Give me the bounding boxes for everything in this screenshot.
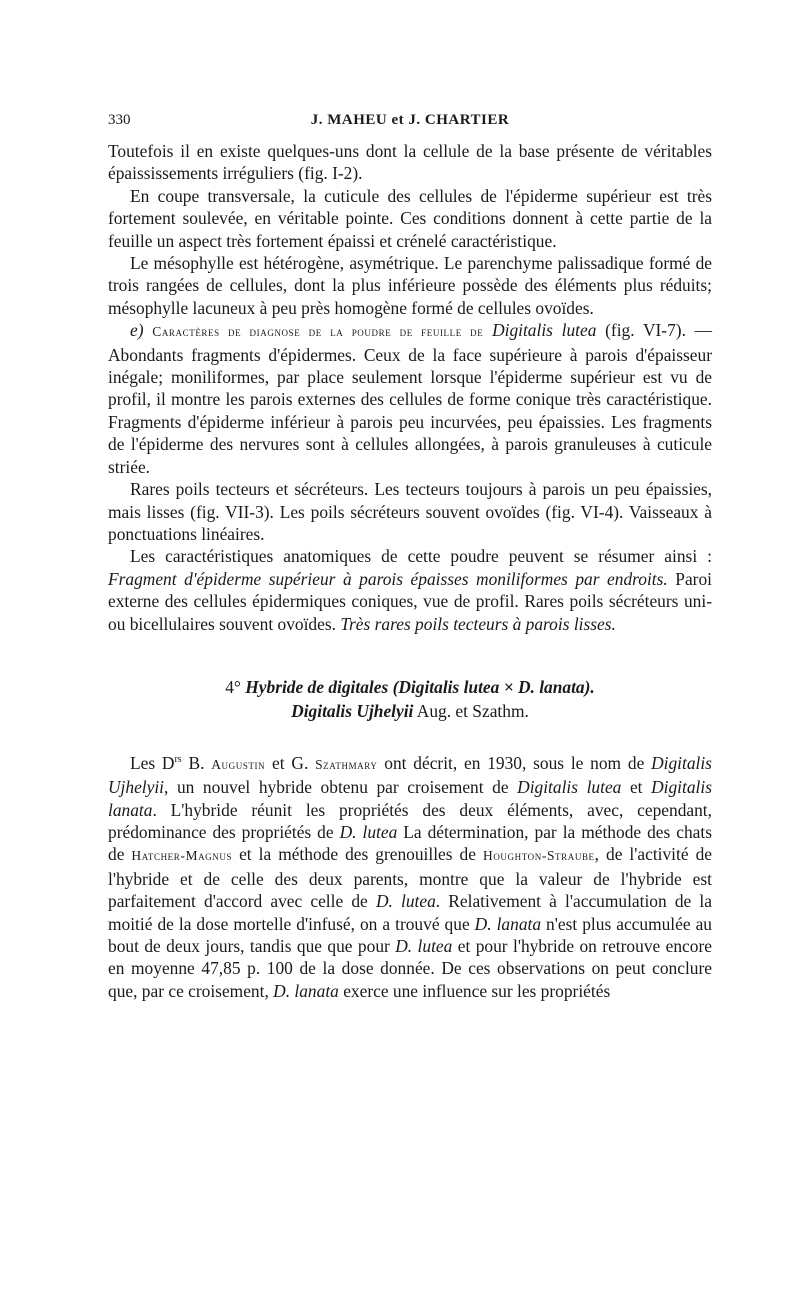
- text: et pour l'hybride on retrouve encore en moyenne 47,85 p. 100 de la dose donnée. De ces observations on peut conclure que, par ce croisement,: [108, 935, 712, 1001]
- running-title: J. MAHEU et J. CHARTIER: [310, 112, 510, 128]
- species-name: Digitalis lutea: [517, 777, 622, 798]
- author-name: Augustin: [211, 756, 266, 772]
- author-name: Hatcher-Magnus: [131, 848, 233, 864]
- author-name: Houghton-Straube: [482, 848, 595, 864]
- paragraph: Rares poils tecteurs et sécréteurs. Les tecteurs toujours à parois un peu épaissies, mais lisses (fig. VII-3). Les poils sécréteurs souvent ovoïdes (fig. VI-4). Vaisseaux à ponctuations linéaires.: [108, 479, 712, 544]
- section-title: Hybride de digitales: [245, 676, 389, 697]
- species-name: Digitalis Ujhelyii: [108, 752, 712, 798]
- text: , de l'activité de l'hybride et de celle des deux parents, montre que la valeur de l'hybride est parfaitement d'accord avec celle de: [108, 844, 712, 912]
- species-name: D. lanata: [474, 913, 542, 934]
- text: et la méthode des grenouilles de: [232, 844, 483, 865]
- subsection-label: e): [130, 320, 144, 341]
- text: . Relativement à l'accumulation de la moitié de la dose mortelle d'infusé, on a trouvé que: [108, 891, 712, 934]
- species-name: D. lutea: [375, 891, 436, 912]
- species-name: D. lutea: [395, 935, 453, 956]
- paragraph: Le mésophylle est hétérogène, asymétrique. Le parenchyme palissadique formé de trois rangées de cellules, dont la plus inférieure possède des éléments plus réduits; mésophylle lacuneux à peu près homogène formé de cellules ovoïdes.: [108, 253, 712, 318]
- summary-text: Paroi externe des cellules épidermiques coniques, vue de profil. Rares poils sécréteurs uni- ou bicellulaires souvent ovoïdes.: [108, 568, 712, 634]
- section-title-line-2: [108, 699, 712, 723]
- text: ont décrit, en 1930, sous le nom de: [377, 752, 652, 773]
- section-species: Digitalis Ujhelyii: [291, 700, 414, 721]
- species-name: Digitalis lanata: [108, 777, 712, 820]
- paragraph-summary: [108, 545, 712, 635]
- text: B.: [181, 752, 212, 773]
- summary-italic: Fragment d'épiderme supérieur à parois épaisses moniliformes par endroits.: [108, 568, 668, 589]
- text: La détermination, par la méthode des chats de: [108, 821, 712, 865]
- section-heading: [108, 675, 712, 723]
- text: , un nouvel hybride obtenu par croisement de: [164, 777, 518, 798]
- text: Les D: [130, 752, 175, 773]
- text: exerce une influence sur les propriétés: [338, 980, 611, 1001]
- subsection-heading: Caractères de diagnose de la poudre de feuille de: [152, 324, 484, 340]
- paragraph-text: (fig. VI-7). — Abondants fragments d'épidermes. Ceux de la face supérieure à parois d'épaisseur inégale; moniliformes, par place seulement lorsque l'épiderme supérieur est vu de profil, il montre les parois externes des cellules de forme conique très caractéristique. Fragments d'épiderme inférieur à parois peu incurvées, peu épaissies. Les fragments de l'épiderme des nervures sont à cellules allongées, à parois granuleuses à cuticule striée.: [108, 320, 712, 477]
- superscript: rs: [174, 753, 182, 765]
- author-name: Szathmary: [315, 756, 378, 772]
- page-number: 330: [108, 112, 131, 128]
- section-number: 4°: [225, 676, 241, 697]
- species-name: D. lutea: [339, 821, 398, 842]
- paragraph: Toutefois il en existe quelques-uns dont la cellule de la base présente de véritables épaississements irréguliers (fig. I-2).: [108, 141, 712, 184]
- paragraph-hybrid: [108, 749, 712, 1002]
- summary-intro: Les caractéristiques anatomiques de cette poudre peuvent se résumer ainsi :: [130, 546, 712, 567]
- paragraph-powder-diagnosis: [108, 319, 712, 478]
- species-name: Digitalis lutea: [492, 320, 597, 341]
- species-name: D. lanata: [273, 980, 339, 1001]
- text: et: [621, 777, 652, 798]
- text: . L'hybride réunit les propriétés des deux éléments, avec, cependant, prédominance des propriétés de: [108, 799, 712, 842]
- text: et G.: [265, 752, 316, 773]
- text: n'est plus accumulée au bout de deux jours, tandis que que pour: [108, 913, 712, 956]
- page-header: [108, 112, 712, 140]
- section-title-hybrid: (Digitalis lutea × D. lanata).: [392, 676, 595, 697]
- paragraph: En coupe transversale, la cuticule des cellules de l'épiderme supérieur est très fortement soulevée, en véritable pointe. Ces conditions donnent à cette partie de la feuille un aspect très fortement épaissi et crénelé caractéristique.: [108, 185, 712, 251]
- summary-italic: Très rares poils tecteurs à parois lisses.: [340, 613, 616, 634]
- section-authors: Aug. et Szathm.: [416, 700, 529, 721]
- page: [108, 112, 712, 1002]
- section-title-line-1: [108, 675, 712, 699]
